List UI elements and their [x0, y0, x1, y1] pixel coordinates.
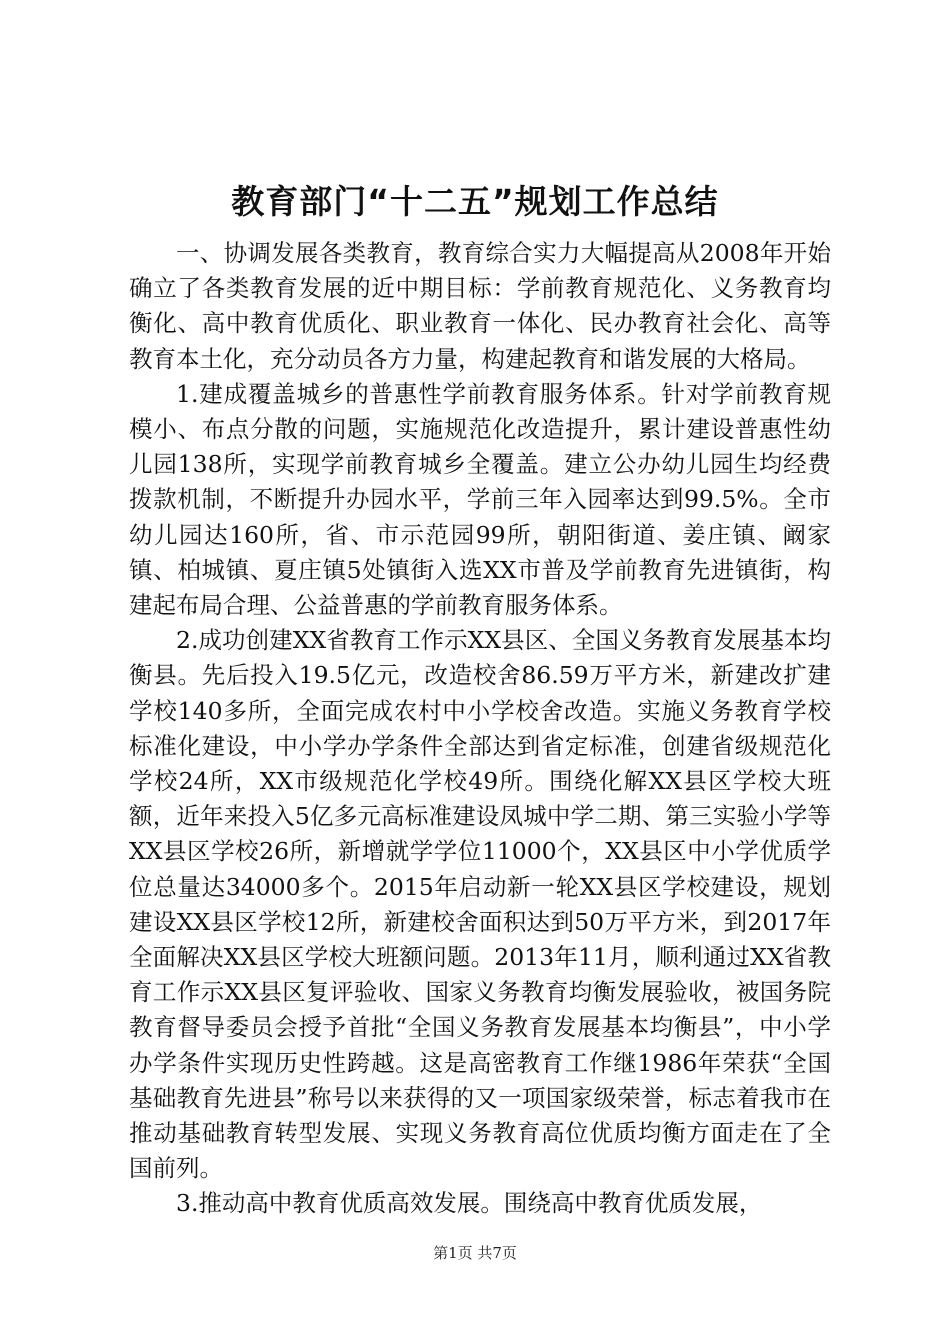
paragraph-compulsory: 2.成功创建XX省教育工作示XX县区、全国义务教育发展基本均衡县。先后投入19.5亿元，改造校舍86.59万平方米，新建改扩建学校140多所，全面完成农村中小学校舍改造。实施义务教育学校标准化建设，中小学办学条件全部达到省定标准，创建省级规范化学校24所，XX市级规范化学校49所。围绕化解XX县区学校大班额，近年来投入5亿多元高标准建设凤城中学二期、第三实验小学等XX县区学校26所，新增就学学位11000个，XX县区中小学优质学位总量达34000多个。2015年启动新一轮XX县区学校建设，规划建设XX县区学校12所，新建校舍面积达到50万平方米，到2017年全面解决XX县区学校大班额问题。2013年11月，顺利通过XX省教育工作示XX县区复评验收、国家义务教育均衡发展验收，被国务院教育督导委员会授予首批“全国义务教育发展基本均衡县”，中小学办学条件实现历史性跨越。这是高密教育工作继1986年荣获“全国基础教育先进县”称号以来获得的又一项国家级荣誉，标志着我市在推动基础教育转型发展、实现义务教育高位优质均衡方面走在了全国前列。: [129, 626, 831, 1183]
page-number-footer: 第1页 共7页: [433, 1244, 517, 1262]
document-body: [129, 236, 831, 1222]
paragraph-highschool: 3.推动高中教育优质高效发展。围绕高中教育优质发展，: [176, 1189, 763, 1218]
paragraph-intro: 一、协调发展各类教育，教育综合实力大幅提高从2008年开始确立了各类教育发展的近中期目标：学前教育规范化、义务教育均衡化、高中教育优质化、职业教育一体化、民办教育社会化、高等教育本土化，充分动员各方力量，构建起教育和谐发展的大格局。: [129, 239, 831, 373]
paragraph-preschool: 1.建成覆盖城乡的普惠性学前教育服务体系。针对学前教育规模小、布点分散的问题，实施规范化改造提升，累计建设普惠性幼儿园138所，实现学前教育城乡全覆盖。建立公办幼儿园生均经费拨款机制，不断提升办园水平，学前三年入园率达到99.5%。全市幼儿园达160所，省、市示范园99所，朝阳街道、姜庄镇、阚家镇、柏城镇、夏庄镇5处镇街入选XX市普及学前教育先进镇街，构建起布局合理、公益普惠的学前教育服务体系。: [129, 379, 831, 620]
document-title: 教育部门“十二五”规划工作总结: [231, 182, 719, 221]
